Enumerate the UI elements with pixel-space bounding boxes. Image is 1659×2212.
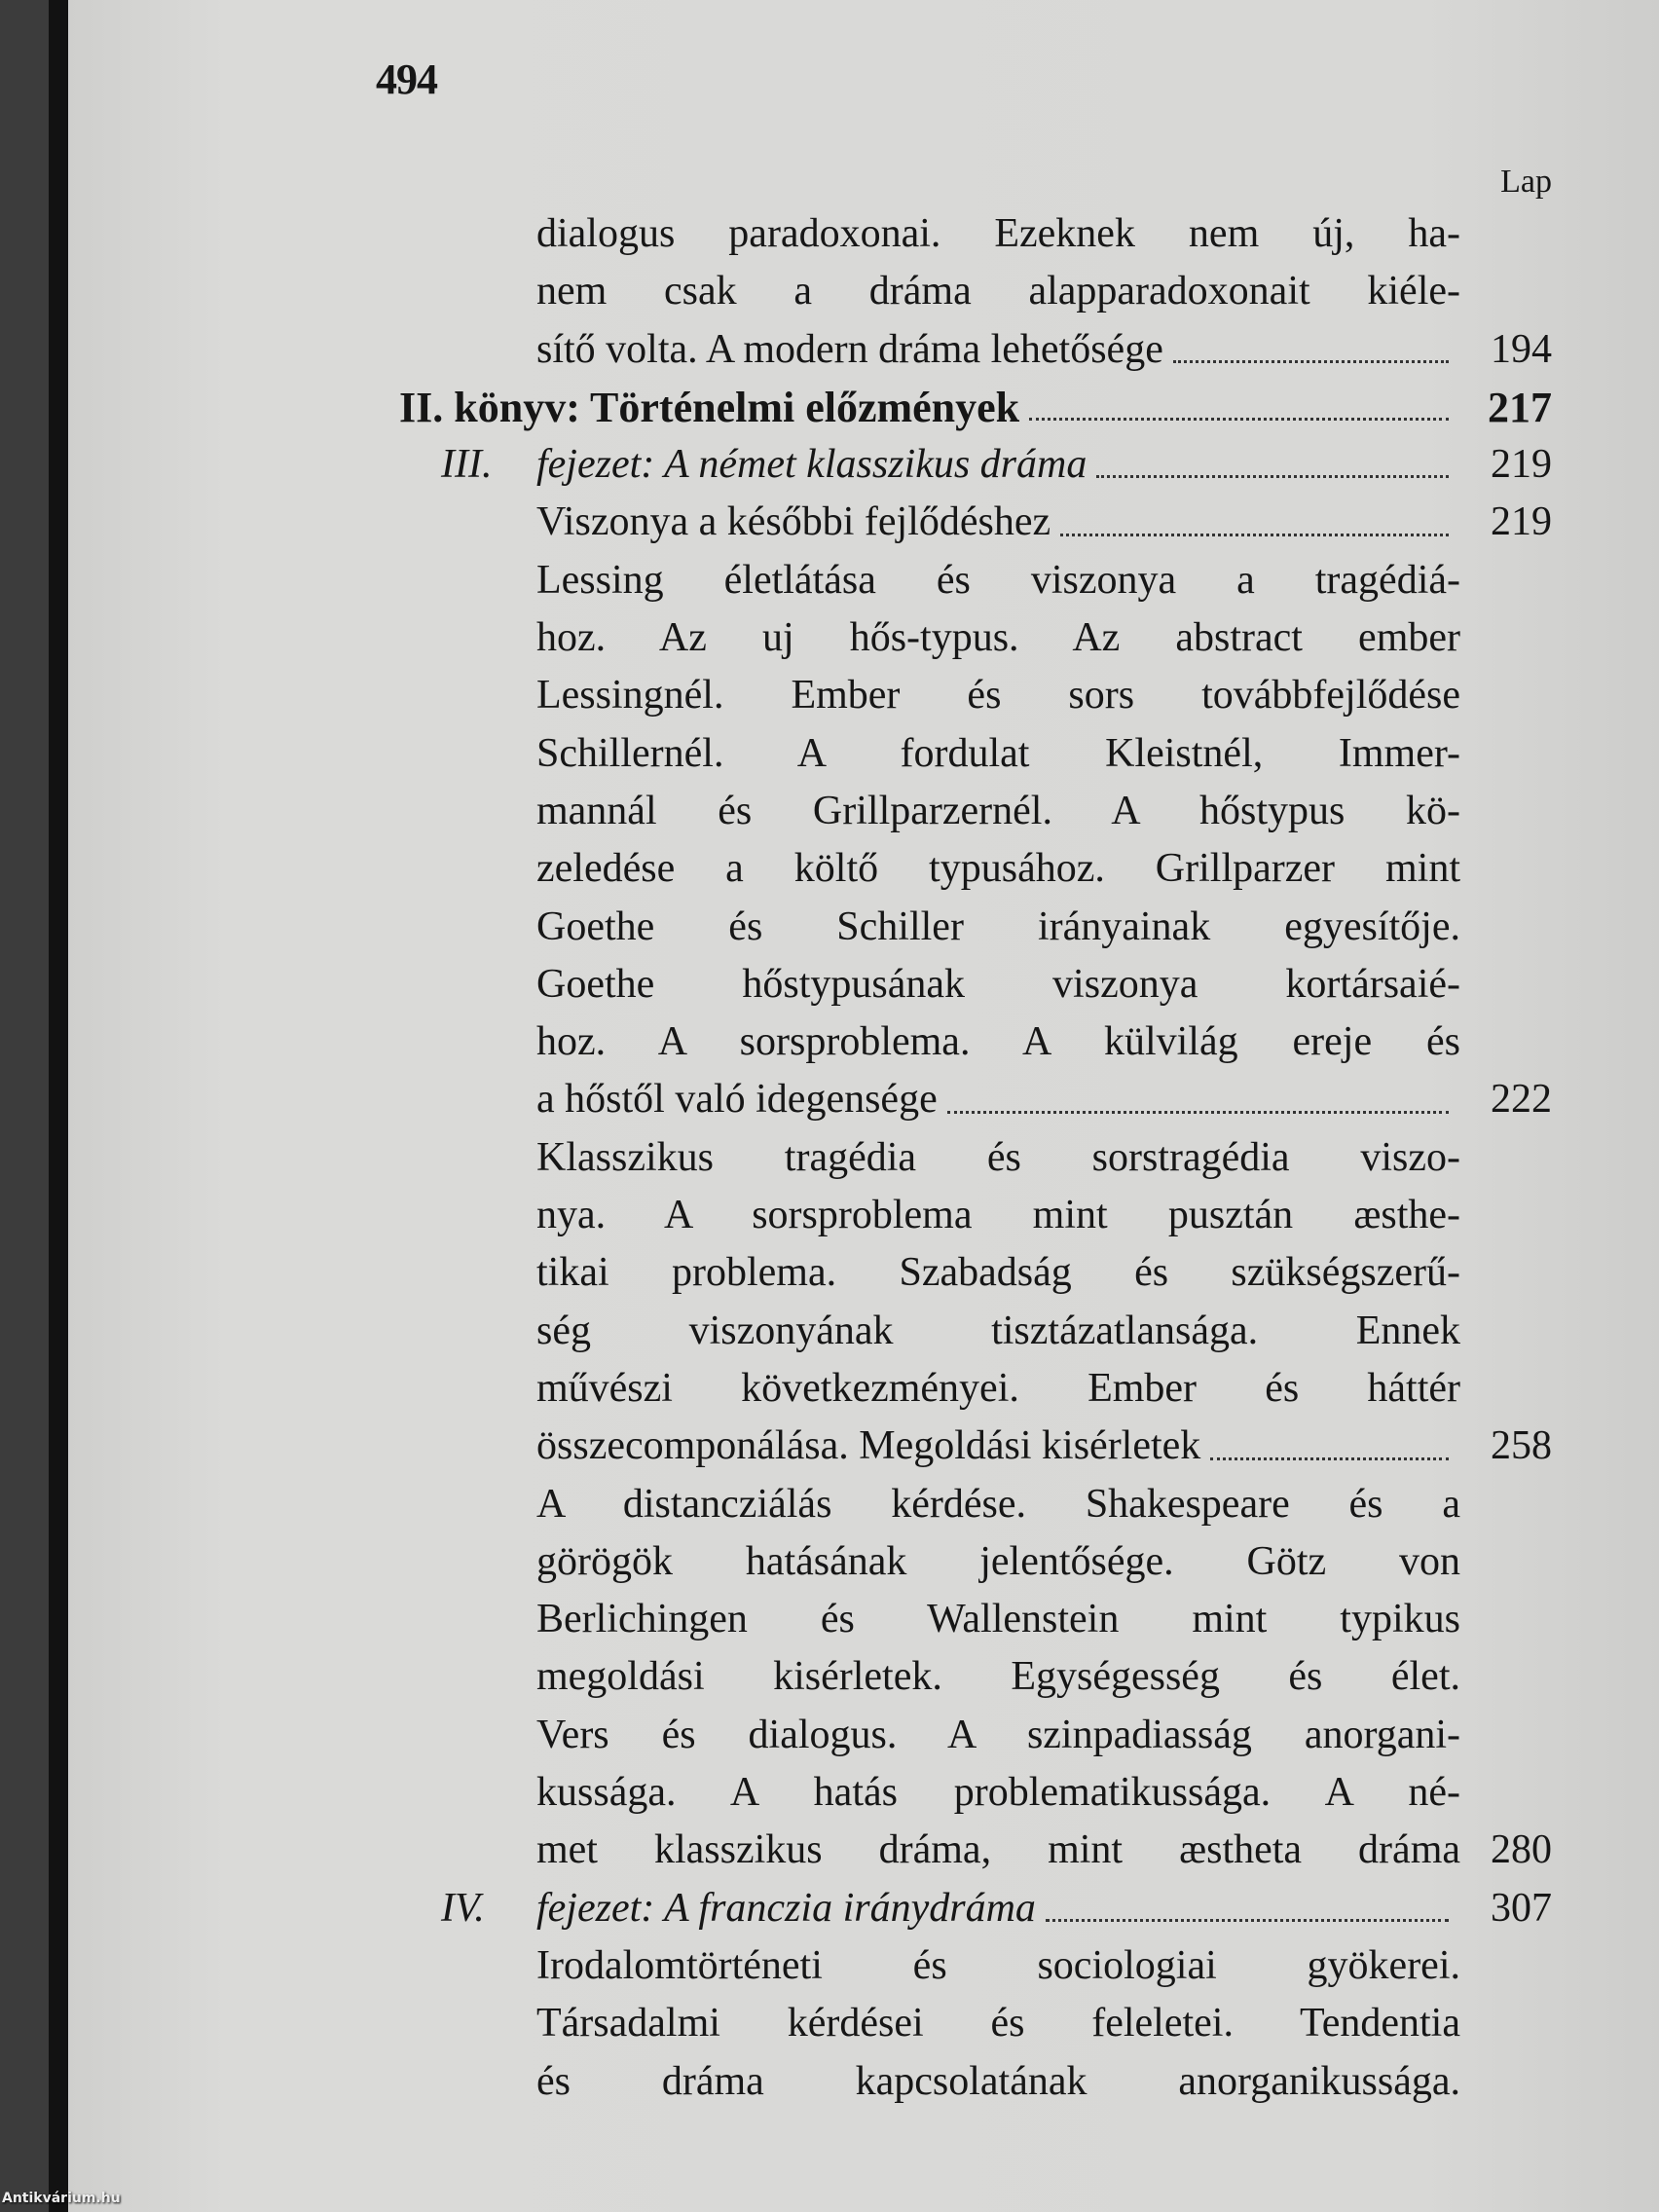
entry-text: Lessingnél. Ember és sors továbbfejlődése [536,673,1460,719]
toc-line [399,379,1552,436]
chapter-label [399,899,536,956]
page-ref [1460,609,1552,667]
chapter-label [399,263,536,320]
page-ref [1460,552,1552,609]
entry-text: Berlichingen és Wallenstein mint typikus [536,1597,1460,1642]
toc-line [399,1303,1552,1360]
page-ref: 194 [1491,326,1552,372]
dot-leader [1036,1880,1460,1937]
entry-text: ség viszonyának tisztázatlansága. Ennek [536,1308,1460,1353]
entry-text: Schillernél. A fordulat Kleistnél, Immer- [536,730,1460,776]
page-ref [1460,1360,1552,1418]
chapter-label [399,1764,536,1822]
entry-text: művészi következményei. Ember és háttér [536,1365,1460,1411]
chapter-label [399,1822,536,1879]
page-ref [1460,899,1552,956]
page-ref: 219 [1491,499,1552,545]
entry-text: nem csak a dráma alapparadoxonait kiéle- [536,269,1460,314]
entry-text: Klasszikus tragédia és sorstragédia viszo- [536,1134,1460,1180]
page-ref [1460,1591,1552,1648]
page-ref: 217 [1488,383,1552,431]
chapter-label [399,840,536,898]
entry-text: Társadalmi kérdései és feleletei. Tendentia [536,2001,1460,2046]
chapter-label [399,667,536,724]
chapter-label: III. [441,442,493,488]
toc-line [399,321,1552,379]
page-column-header: Lap [1500,164,1552,200]
toc-line [399,1187,1552,1244]
page-ref: 307 [1491,1885,1552,1931]
entry-text: és dráma kapcsolatának anorganikussága. [536,2058,1460,2104]
entry-text: tikai problema. Szabadság és szükségszerű- [536,1250,1460,1296]
toc-line [399,899,1552,956]
toc-line [399,1071,1552,1128]
table-of-contents [399,205,1552,2111]
page-ref: 258 [1491,1423,1552,1469]
entry-text: hoz. A sorsproblema. A külvilág ereje és [536,1019,1460,1065]
page-ref [1460,1648,1552,1706]
toc-line [399,436,1552,494]
chapter-label [399,1418,536,1475]
chapter-label [399,1476,536,1533]
dot-leader [1051,494,1460,551]
entry-text: nya. A sorsproblema mint pusztán æsthe- [536,1193,1460,1238]
chapter-label [399,552,536,609]
entry-text: met klasszikus dráma, mint æstheta dráma [536,1827,1460,1873]
chapter-label [399,2053,536,2111]
toc-line [399,1533,1552,1591]
entry-text: Irodalomtörténeti és sociologiai gyökerei. [536,1942,1460,1988]
page-ref: 280 [1491,1827,1552,1873]
entry-text: a hőstől való idegensége [536,1077,938,1123]
chapter-label [399,1648,536,1706]
toc-line [399,1707,1552,1764]
chapter-label [399,725,536,783]
entry-text: Viszonya a későbbi fejlődéshez [536,499,1051,545]
entry-text: hoz. Az uj hős-typus. Az abstract ember [536,615,1460,661]
toc-line [399,1418,1552,1475]
dot-leader [1163,321,1460,379]
chapter-title: fejezet: A német klasszikus dráma [536,442,1088,488]
page-ref: 222 [1491,1077,1552,1123]
entry-text: görögök hatásának jelentősége. Götz von [536,1538,1460,1584]
chapter-label [399,783,536,840]
chapter-label [399,1707,536,1764]
page-ref [1460,667,1552,724]
toc-line [399,1244,1552,1302]
page-ref [1460,1476,1552,1533]
page-ref [1460,1533,1552,1591]
entry-text: összecomponálása. Megoldási kisérletek [536,1423,1201,1469]
toc-line [399,956,1552,1014]
chapter-label [399,1533,536,1591]
page-ref [1460,840,1552,898]
chapter-label [399,1129,536,1187]
chapter-label [399,1071,536,1128]
page-ref [1460,1707,1552,1764]
toc-line [399,725,1552,783]
chapter-label [399,1244,536,1302]
entry-text: zeledése a költő typusához. Grillparzer mint [536,846,1460,892]
toc-line [399,783,1552,840]
toc-line [399,552,1552,609]
entry-text: megoldási kisérletek. Egységesség és élet. [536,1654,1460,1700]
page-ref [1460,2053,1552,2111]
toc-line [399,1360,1552,1418]
dot-leader [1087,436,1460,494]
scan-edge-shadow [0,0,49,2212]
toc-line [399,1476,1552,1533]
toc-line [399,1822,1552,1879]
page-ref [1460,1764,1552,1822]
page-ref [1460,1244,1552,1302]
chapter-label [399,1995,536,2052]
toc-line [399,1764,1552,1822]
chapter-label: IV. [441,1885,485,1931]
chapter-label [399,1187,536,1244]
chapter-label [399,494,536,551]
page-ref [1460,956,1552,1014]
chapter-label [399,205,536,263]
toc-line [399,1129,1552,1187]
chapter-label [399,1303,536,1360]
page-ref [1460,1303,1552,1360]
entry-text: sítő volta. A modern dráma lehetősége [536,326,1163,372]
page-ref [1460,1937,1552,1995]
entry-text: mannál és Grillparzernél. A hőstypus kö- [536,788,1460,833]
page-ref [1460,783,1552,840]
toc-line [399,1591,1552,1648]
toc-line [399,840,1552,898]
chapter-label [399,1014,536,1071]
toc-line [399,494,1552,551]
entry-text: Goethe hőstypusának viszonya kortársaié- [536,961,1460,1007]
toc-line [399,1995,1552,2052]
page-ref: 219 [1491,442,1552,488]
page-ref [1460,263,1552,320]
dot-leader [1200,1418,1460,1475]
toc-line [399,1648,1552,1706]
chapter-label [399,1591,536,1648]
entry-text: Vers és dialogus. A szinpadiasság anorgani- [536,1712,1460,1757]
dot-leader [938,1071,1460,1128]
dot-leader [1019,379,1460,436]
page-ref [1460,725,1552,783]
scan-edge-dark [49,0,68,2212]
chapter-label [399,956,536,1014]
chapter-label [399,321,536,379]
chapter-label [399,609,536,667]
page-ref [1460,1129,1552,1187]
chapter-label [399,1937,536,1995]
toc-line [399,1014,1552,1071]
toc-line [399,1937,1552,1995]
section-heading: II. könyv: Történelmi előzmények [399,383,1020,431]
toc-line [399,1880,1552,1937]
toc-line [399,263,1552,320]
page-ref [1460,1014,1552,1071]
entry-text: kussága. A hatás problematikussága. A né- [536,1770,1460,1816]
toc-line [399,205,1552,263]
watermark: Antikvárium.hu [2,2191,121,2206]
chapter-label [399,1360,536,1418]
page-number: 494 [376,55,437,103]
page-ref [1460,1187,1552,1244]
toc-line [399,2053,1552,2111]
entry-text: Goethe és Schiller irányainak egyesítője. [536,903,1460,949]
page-ref [1460,1995,1552,2052]
entry-text: dialogus paradoxonai. Ezeknek nem új, ha- [536,211,1460,256]
toc-line [399,609,1552,667]
entry-text: Lessing életlátása és viszonya a tragédiá- [536,557,1460,603]
chapter-title: fejezet: A franczia iránydráma [536,1885,1036,1931]
entry-text: A distancziálás kérdése. Shakespeare és a [536,1481,1460,1527]
page-ref [1460,205,1552,263]
toc-line [399,667,1552,724]
